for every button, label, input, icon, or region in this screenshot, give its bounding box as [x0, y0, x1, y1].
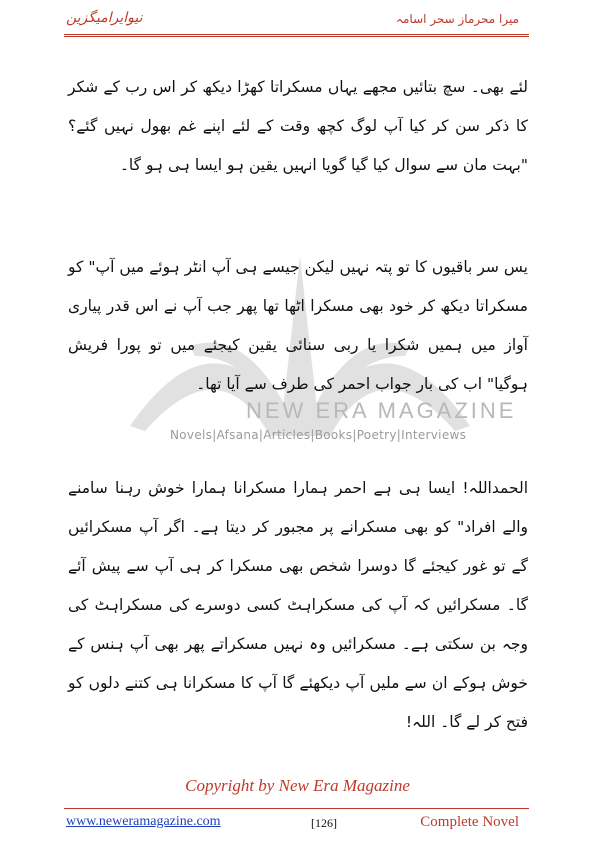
paragraph-2: یس سر باقیوں کا تو پتہ نہیں لیکن جیسے ہی آپ انٹر ہوئے میں آپ" کو مسکراتا دیکھ کر خود بھی مسکرا اٹھا تھا پھر جب آپ نے اس قدر پیاری آواز میں ہمیں شکرا یا ربی سنائی یقین کیجئے میں تو پورا فریش ہوگیا" اب کی بار جواب احمر کی طرف سے آیا تھا۔ — [68, 258, 528, 393]
magazine-name: نیوایرامیگزین — [66, 10, 143, 26]
content-type: Complete Novel — [420, 814, 519, 830]
author-title: میرا محرماز سحر اسامہ — [395, 12, 519, 26]
header-divider — [64, 34, 529, 37]
watermark-title: NEW ERA MAGAZINE — [246, 398, 517, 423]
paragraph-3: الحمداللہ! ایسا ہی ہے احمر ہمارا مسکرانا ہمارا خوش رہنا سامنے والے افراد" کو بھی مسکرانے پر مجبور کر دیتا ہے۔ اگر آپ مسکرائیں گے تو غور کیجئے گا دوسرا شخص بھی مسکرا کر ہی آپ سے پیش آئے گا۔ مسکرائیں کہ آپ کی مسکراہٹ کسی دوسرے کی مسکراہٹ کی وجہ بن سکتی ہے۔ مسکرائیں وہ نہیں مسکراتے پھر بھی آپ ہنس کے خوش ہوکے ان سے ملیں آپ دیکھئے گا آپ کا مسکرانا ہی کتنے دلوں کو فتح کر لے گا۔ اللہ! — [68, 479, 528, 731]
website-link[interactable]: www.neweramagazine.com — [66, 814, 221, 829]
footer-divider — [64, 808, 529, 809]
watermark-tagline: Novels|Afsana|Articles|Books|Poetry|Interviews — [170, 428, 467, 442]
paragraph-1: لئے بھی۔ سچ بتائیں مجھے یہاں مسکراتا کھڑا دیکھ کر اس رب کے شکر کا ذکر سن کر کیا آپ لوگ کچھ وقت کے لئے اپنے غم بھول نہیں گئے؟ "بہت مان سے سوال کیا گیا گویا انہیں یقین ہو ایسا ہی ہو گا۔ — [68, 78, 528, 174]
copyright-notice: Copyright by New Era Magazine — [185, 776, 410, 795]
page-number: [126] — [311, 816, 337, 830]
